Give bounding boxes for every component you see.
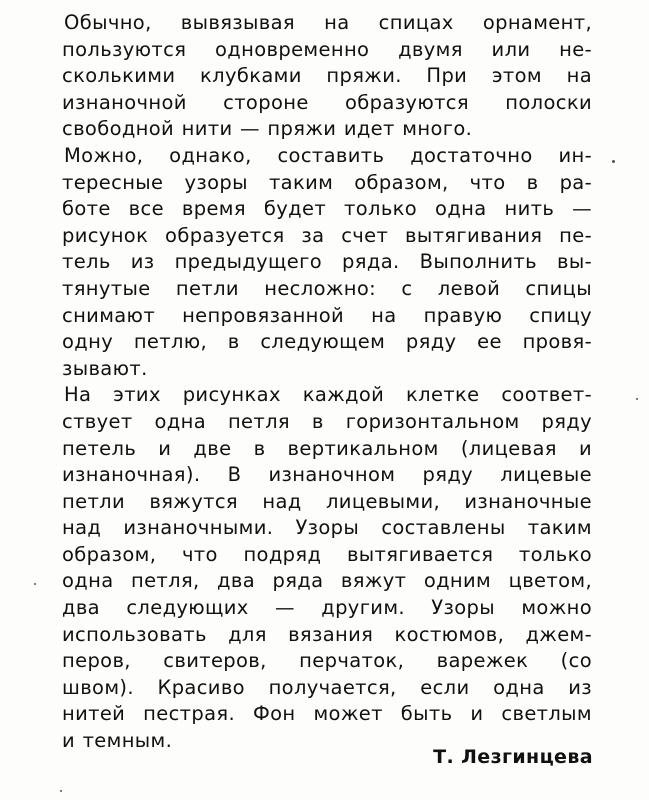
text-line: сколькими клубками пряжи. При этом на	[62, 64, 592, 88]
text-line: использовать для вязания костюмов, джем-	[62, 622, 592, 646]
text-line: и темным.	[62, 729, 173, 753]
text-line: перов, свитеров, перчаток, варежек (со	[62, 649, 592, 673]
text-line: два следующих — другим. Узоры можно	[62, 596, 592, 620]
text-line: одну петлю, в следующем ряду ее провя-	[62, 330, 592, 354]
text-line: Можно, однако, составить достаточно ин-	[64, 143, 592, 167]
text-line: зывают.	[62, 356, 148, 380]
text-line: тянутые петли несложно: с левой спицы	[62, 276, 592, 300]
text-line: пользуются одновременно двумя или не-	[62, 37, 592, 61]
article-body	[62, 10, 592, 755]
text-line: образом, что подряд вытягивается только	[62, 542, 592, 566]
text-line: изнаночной стороне образуются полоски	[62, 90, 592, 114]
text-line: швом). Красиво получается, если одна из	[62, 675, 592, 699]
text-line: петли вяжутся над лицевыми, изнаночные	[62, 489, 592, 513]
text-line: снимают непровязанной на правую спицу	[62, 303, 592, 327]
text-line: Обычно, вывязывая на спицах орнамент,	[64, 11, 592, 34]
text-line: свободной нити — пряжи идет много.	[62, 117, 473, 141]
text-line: На этих рисунках каждой клетке соответ-	[64, 383, 592, 407]
text-line: тересные узоры таким образом, что в ра-	[62, 170, 592, 194]
paragraph-1	[62, 10, 592, 143]
text-line: боте все время будет только одна нить —	[62, 197, 592, 221]
text-line: рисунок образуется за счет вытягивания пе-	[62, 223, 592, 247]
text-line: петель и две в вертикальном (лицевая и	[62, 436, 592, 460]
text-line: ствует одна петля в горизонтальном ряду	[62, 409, 592, 433]
text-line: одна петля, два ряда вяжут одним цветом,	[62, 569, 592, 593]
print-speck	[636, 398, 638, 400]
text-line: над изнаночными. Узоры составлены таким	[62, 516, 592, 540]
print-speck	[34, 583, 36, 585]
text-line: изнаночная). В изнаночном ряду лицевые	[62, 463, 592, 487]
text-line: тель из предыдущего ряда. Выполнить вы-	[62, 250, 592, 274]
print-speck	[60, 790, 62, 792]
text-line: нитей пестрая. Фон может быть и светлым	[62, 702, 592, 726]
author-signature: Т. Лезгинцева	[433, 746, 593, 768]
paragraph-2	[62, 143, 592, 382]
print-speck	[612, 160, 615, 163]
paragraph-3	[62, 382, 592, 754]
